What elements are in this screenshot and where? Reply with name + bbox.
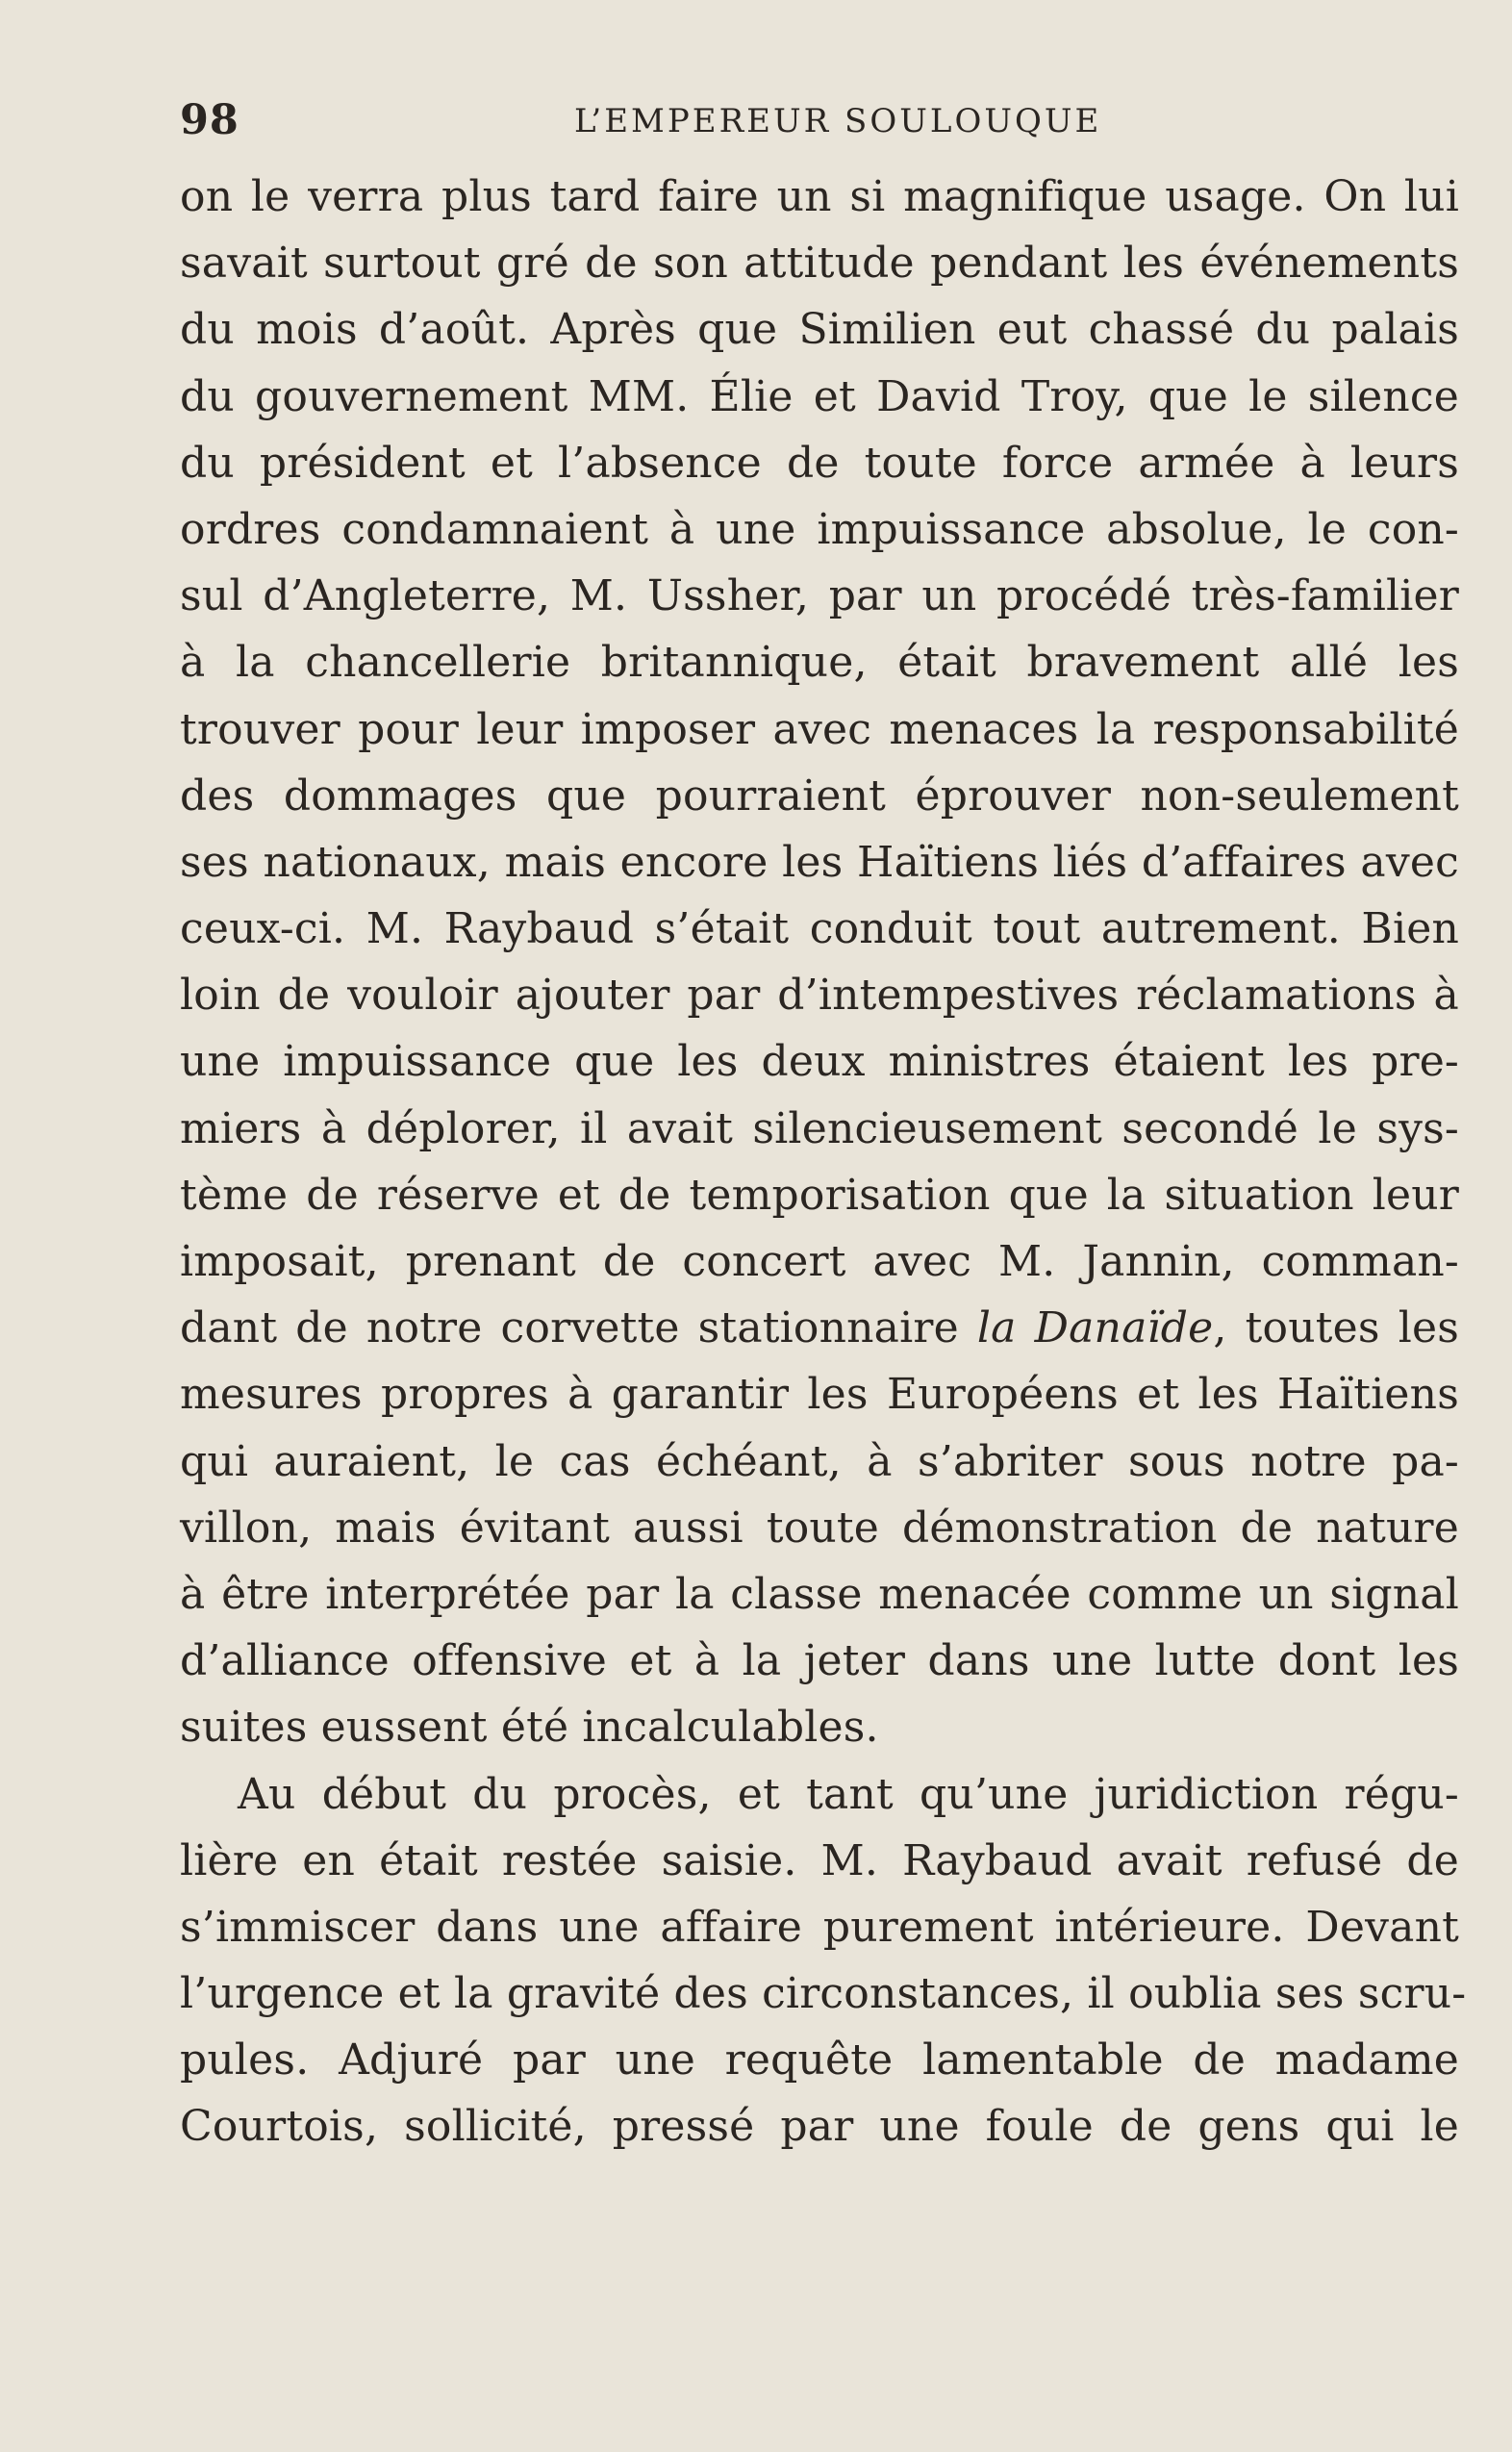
body-text [180, 164, 1467, 2161]
text-line: une impuissance que les deux ministres étaient les pre- [180, 1037, 1459, 1087]
text-line: villon, mais évitant aussi toute démonstration de nature [180, 1503, 1459, 1553]
running-title: L’EMPEREUR SOULOUQUE [574, 102, 1102, 140]
text-line: à la chancellerie britannique, était bravement allé les [180, 638, 1459, 688]
text-line: ses nationaux, mais encore les Haïtiens liés d’affaires avec [180, 837, 1459, 887]
text-line: du mois d’août. Après que Similien eut chassé du palais [180, 305, 1459, 355]
text-line: miers à déplorer, il avait silencieusement secondé le sys- [180, 1103, 1459, 1153]
text-line: lière en était restée saisie. M. Raybaud avait refusé de [180, 1835, 1459, 1885]
text-line: Courtois, sollicité, pressé par une foule de gens qui le [180, 2102, 1459, 2152]
text-line: mesures propres à garantir les Européens et les Haïtiens [180, 1370, 1459, 1420]
text-line: imposait, prenant de concert avec M. Jannin, comman- [180, 1237, 1459, 1286]
paragraph-1 [180, 164, 1459, 1761]
paragraph-2 [180, 1761, 1467, 2161]
text-line: suites eussent été incalculables. [180, 1703, 879, 1753]
text-segment: dant de notre corvette stationnaire [180, 1303, 977, 1353]
text-line: s’immiscer dans une affaire purement intérieure. Devant [180, 1902, 1459, 1952]
text-line: l’urgence et la gravité des circonstances, il oublia ses scru- [180, 1969, 1467, 2019]
text-line: loin de vouloir ajouter par d’intempestives réclamations à [180, 971, 1459, 1021]
text-line-with-ship-name [180, 1295, 1459, 1361]
text-line: à être interprétée par la classe menacée comme un signal [180, 1569, 1459, 1619]
ship-name: la Danaïde [976, 1303, 1214, 1353]
text-line: pules. Adjuré par une requête lamentable de madame [180, 2035, 1459, 2085]
text-line: du gouvernement MM. Élie et David Troy, que le silence [180, 371, 1459, 421]
page-header [180, 96, 1421, 154]
text-line: qui auraient, le cas échéant, à s’abriter sous notre pa- [180, 1436, 1459, 1486]
page-number: 98 [180, 96, 239, 144]
text-line: trouver pour leur imposer avec menaces la responsabilité [180, 704, 1459, 754]
text-line: savait surtout gré de son attitude pendant les événements [180, 239, 1459, 289]
text-line: Au début du procès, et tant qu’une juridiction régu- [238, 1769, 1459, 1819]
text-line: on le verra plus tard faire un si magnifique usage. On lui [180, 172, 1459, 221]
text-line: d’alliance offensive et à la jeter dans une lutte dont les [180, 1636, 1459, 1686]
text-segment: , toutes les [1213, 1303, 1459, 1353]
text-line: ordres condamnaient à une impuissance absolue, le con- [180, 504, 1459, 554]
text-line: tème de réserve et de temporisation que la situation leur [180, 1170, 1459, 1220]
text-line: du président et l’absence de toute force armée à leurs [180, 438, 1459, 488]
text-line: des dommages que pourraient éprouver non-seulement [180, 771, 1459, 821]
text-line: ceux-ci. M. Raybaud s’était conduit tout autrement. Bien [180, 904, 1459, 954]
text-line: sul d’Angleterre, M. Ussher, par un procédé très-familier [180, 571, 1459, 621]
